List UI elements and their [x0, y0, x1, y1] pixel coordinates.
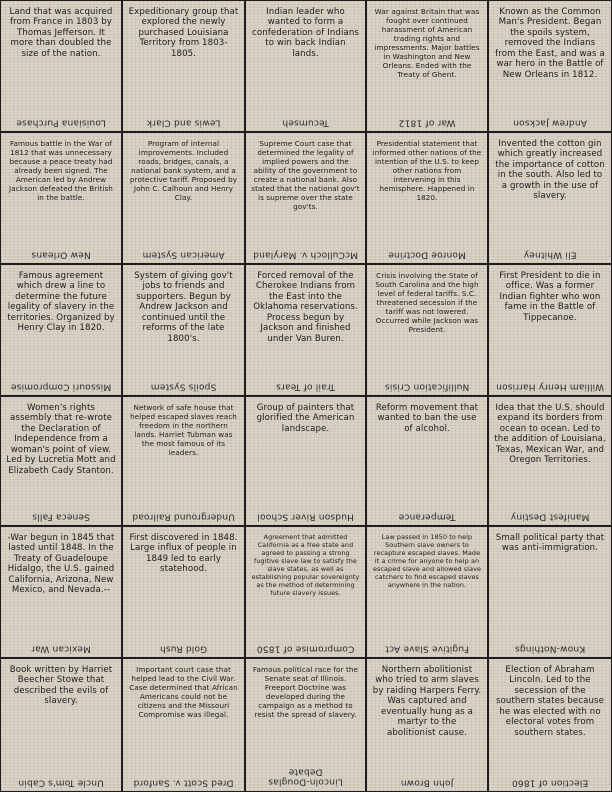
card-andrew-jackson — [488, 0, 612, 132]
card-term: Uncle Tom's Cabin — [18, 777, 104, 787]
card-term: Compromise of 1850 — [256, 643, 355, 653]
card-definition: Famous political race for the Senate seat of Illinois. Freeport Doctrine was developed during the campaign as a method to resist the spread of slavery. — [252, 665, 359, 720]
card-term: Missouri Compromise — [10, 381, 112, 391]
card-term: Fugitive Slave Act — [385, 643, 469, 653]
card-compromise-of-1850 — [245, 526, 366, 658]
card-term: William Henry Harrison — [495, 381, 605, 391]
card-definition: Idea that the U.S. should expand its borders from ocean to ocean. Led to the addition of Louisiana, Texas, Mexican War, and Oregon Territories. — [494, 403, 606, 466]
card-uncle-toms-cabin — [0, 658, 122, 792]
card-definition: Famous agreement which drew a line to determine the future legality of slavery in the territories. Organized by Henry Clay in 1820. — [7, 271, 115, 334]
card-american-system — [122, 132, 245, 264]
card-definition: Small political party that was anti-immigration. — [495, 533, 605, 554]
card-term: Nullification Crisis — [384, 381, 470, 391]
card-term: Louisiana Purchase — [16, 117, 106, 127]
card-definition: Presidential statement that informed other nations of the intention of the U.S. to keep other nations from intervening in this hemisphere. Happened in 1820. — [372, 139, 482, 203]
card-hudson-river-school — [245, 396, 366, 526]
card-missouri-compromise — [0, 264, 122, 396]
card-eli-whitney — [488, 132, 612, 264]
card-term: Seneca Falls — [32, 511, 90, 521]
card-know-nothings — [488, 526, 612, 658]
card-term: Gold Rush — [159, 643, 208, 653]
card-mcculloch-v-maryland — [245, 132, 366, 264]
card-term: New Orleans — [31, 249, 91, 259]
card-definition: Crisis involving the State of South Carolina and the high level of federal tariffs. S.C. threatened secession if the tariff was not lowered. Occurred while Jackson was President. — [375, 271, 479, 335]
card-term: Dred Scott v. Sanford — [133, 777, 234, 787]
card-term: Hudson River School — [257, 511, 354, 521]
card-nullification-crisis — [366, 264, 488, 396]
card-fugitive-slave-act — [366, 526, 488, 658]
card-underground-railroad — [122, 396, 245, 526]
card-gold-rush — [122, 526, 245, 658]
card-term: Tecumseh — [282, 117, 329, 127]
card-term: Mexican War — [31, 643, 91, 653]
card-definition: System of giving gov't jobs to friends and supporters. Begun by Andrew Jackson and continued until the reforms of the late 1800's. — [134, 271, 233, 344]
card-definition: Known as the Common Man's President. Began the spoils system, removed the Indians from the East, and was a war hero in the Battle of New Orleans in 1812. — [495, 7, 605, 80]
card-definition: Group of painters that glorified the American landscape. — [256, 403, 355, 434]
card-election-of-1860 — [488, 658, 612, 792]
card-john-brown — [366, 658, 488, 792]
card-temperance — [366, 396, 488, 526]
card-definition: First President to die in office. Was a former Indian fighter who won fame in the Battle of Tippecanoe. — [499, 271, 601, 323]
card-definition: Women's rights assembly that re-wrote the Declaration of Independence from a woman's point of view. Led by Lucretia Mott and Elizabeth Cady Stanton. — [6, 403, 116, 476]
card-definition: Network of safe house that helped escaped slaves reach freedom in the northern lands. Harriet Tubman was the most famous of its leaders. — [130, 403, 237, 458]
card-term: Spoils System — [150, 381, 217, 391]
card-lincoln-douglas-debate — [245, 658, 366, 792]
card-definition: Supreme Court case that determined the legality of implied powers and the ability of the government to create a national bank. Also stated that the national gov't is supreme over the state gov'ts. — [251, 139, 360, 212]
card-term: Andrew Jackson — [513, 117, 587, 127]
card-definition: Important court case that helped lead to the Civil War. Case determined that African Americans could not be citizens and the Missouri Compromise was illegal. — [129, 665, 238, 720]
card-definition: Book written by Harriet Beecher Stowe that described the evils of slavery. — [9, 665, 113, 707]
card-definition: Law passed in 1850 to help Southern slave owners to recapture escaped slaves. Made it a crime for anyone to help an escaped slave and allowed slave catchers to find escaped slaves anywhere in the nation. — [372, 533, 482, 590]
card-definition: Election of Abraham Lincoln. Led to the secession of the southern states because he was elected with no electoral votes from southern states. — [495, 665, 605, 738]
card-definition: Reform movement that wanted to ban the use of alcohol. — [375, 403, 479, 434]
card-term: Election of 1860 — [511, 777, 589, 787]
card-war-of-1812 — [366, 0, 488, 132]
card-dred-scott-v-sanford — [122, 658, 245, 792]
card-definition: Expeditionary group that explored the newly purchased Louisiana Territory from 1803-1805. — [128, 7, 239, 59]
card-definition: Agreement that admitted California as a free state and agreed to passing a strong fugitive slave law to satisfy the slave states, as well as establishing popular sovereignty as the method of determining future slavery issues. — [251, 533, 360, 598]
card-term: War of 1812 — [398, 117, 456, 127]
card-spoils-system — [122, 264, 245, 396]
card-term: Eli Whitney — [523, 249, 577, 259]
card-term: Know-Nothings — [514, 643, 586, 653]
card-term: Temperance — [398, 511, 456, 521]
card-term: Monroe Doctrine — [388, 249, 466, 259]
card-louisiana-purchase — [0, 0, 122, 132]
card-lewis-and-clark — [122, 0, 245, 132]
card-term: Trail of Tears — [276, 381, 335, 391]
card-term: McCulloch v. Maryland — [253, 249, 359, 259]
card-tecumseh — [245, 0, 366, 132]
card-william-henry-harrison — [488, 264, 612, 396]
card-term: American System — [142, 249, 225, 259]
card-definition: Invented the cotton gin which greatly increased the importance of cotton in the south. Also led to a growth in the use of slavery. — [495, 139, 605, 202]
card-manifest-destiny — [488, 396, 612, 526]
card-definition: Northern abolitionist who tried to arm slaves by raiding Harpers Ferry. Was captured and eventually hung as a martyr to the abolitionist cause. — [372, 665, 482, 738]
card-new-orleans — [0, 132, 122, 264]
card-definition: First discovered in 1848. Large influx of people in 1849 led to early statehood. — [129, 533, 238, 575]
card-term: Lewis and Clark — [146, 117, 221, 127]
card-trail-of-tears — [245, 264, 366, 396]
card-definition: Indian leader who wanted to form a confederation of Indians to win back Indian lands. — [252, 7, 359, 59]
card-definition: Land that was acquired from France in 1803 by Thomas Jefferson. It more than doubled the size of the nation. — [9, 7, 113, 59]
card-term: Manifest Destiny — [510, 511, 590, 521]
card-definition: Forced removal of the Cherokee Indians from the East into the Oklahoma reservations. Process begun by Jackson and finished under Van Buren. — [253, 271, 358, 344]
card-seneca-falls — [0, 396, 122, 526]
card-term: Lincoln-Douglas Debate — [268, 766, 343, 787]
card-monroe-doctrine — [366, 132, 488, 264]
card-mexican-war — [0, 526, 122, 658]
card-definition: War against Britain that was fought over continued harassment of American trading rights and impressments. Major battles in Washington and New Orleans. Ended with the Treaty of Ghent. — [374, 7, 480, 80]
card-definition: Famous battle in the War of 1812 that was unnecessary because a peace treaty had already been signed. The American led by Andrew Jackson defeated the British in the battle. — [9, 139, 113, 203]
card-term: John Brown — [400, 777, 454, 787]
card-definition: Program of internal improvements. Included roads, bridges, canals, a national bank system, and a protective tariff. Proposed by John C. Calhoun and Henry Clay. — [129, 139, 238, 203]
card-definition: -War begun in 1845 that lasted until 1848. In the Treaty of Guadeloupe Hidalgo, the U.S. gained California, Arizona, New Mexico, and Nevada.-- — [7, 533, 115, 596]
card-term: Underground Railroad — [132, 511, 235, 521]
